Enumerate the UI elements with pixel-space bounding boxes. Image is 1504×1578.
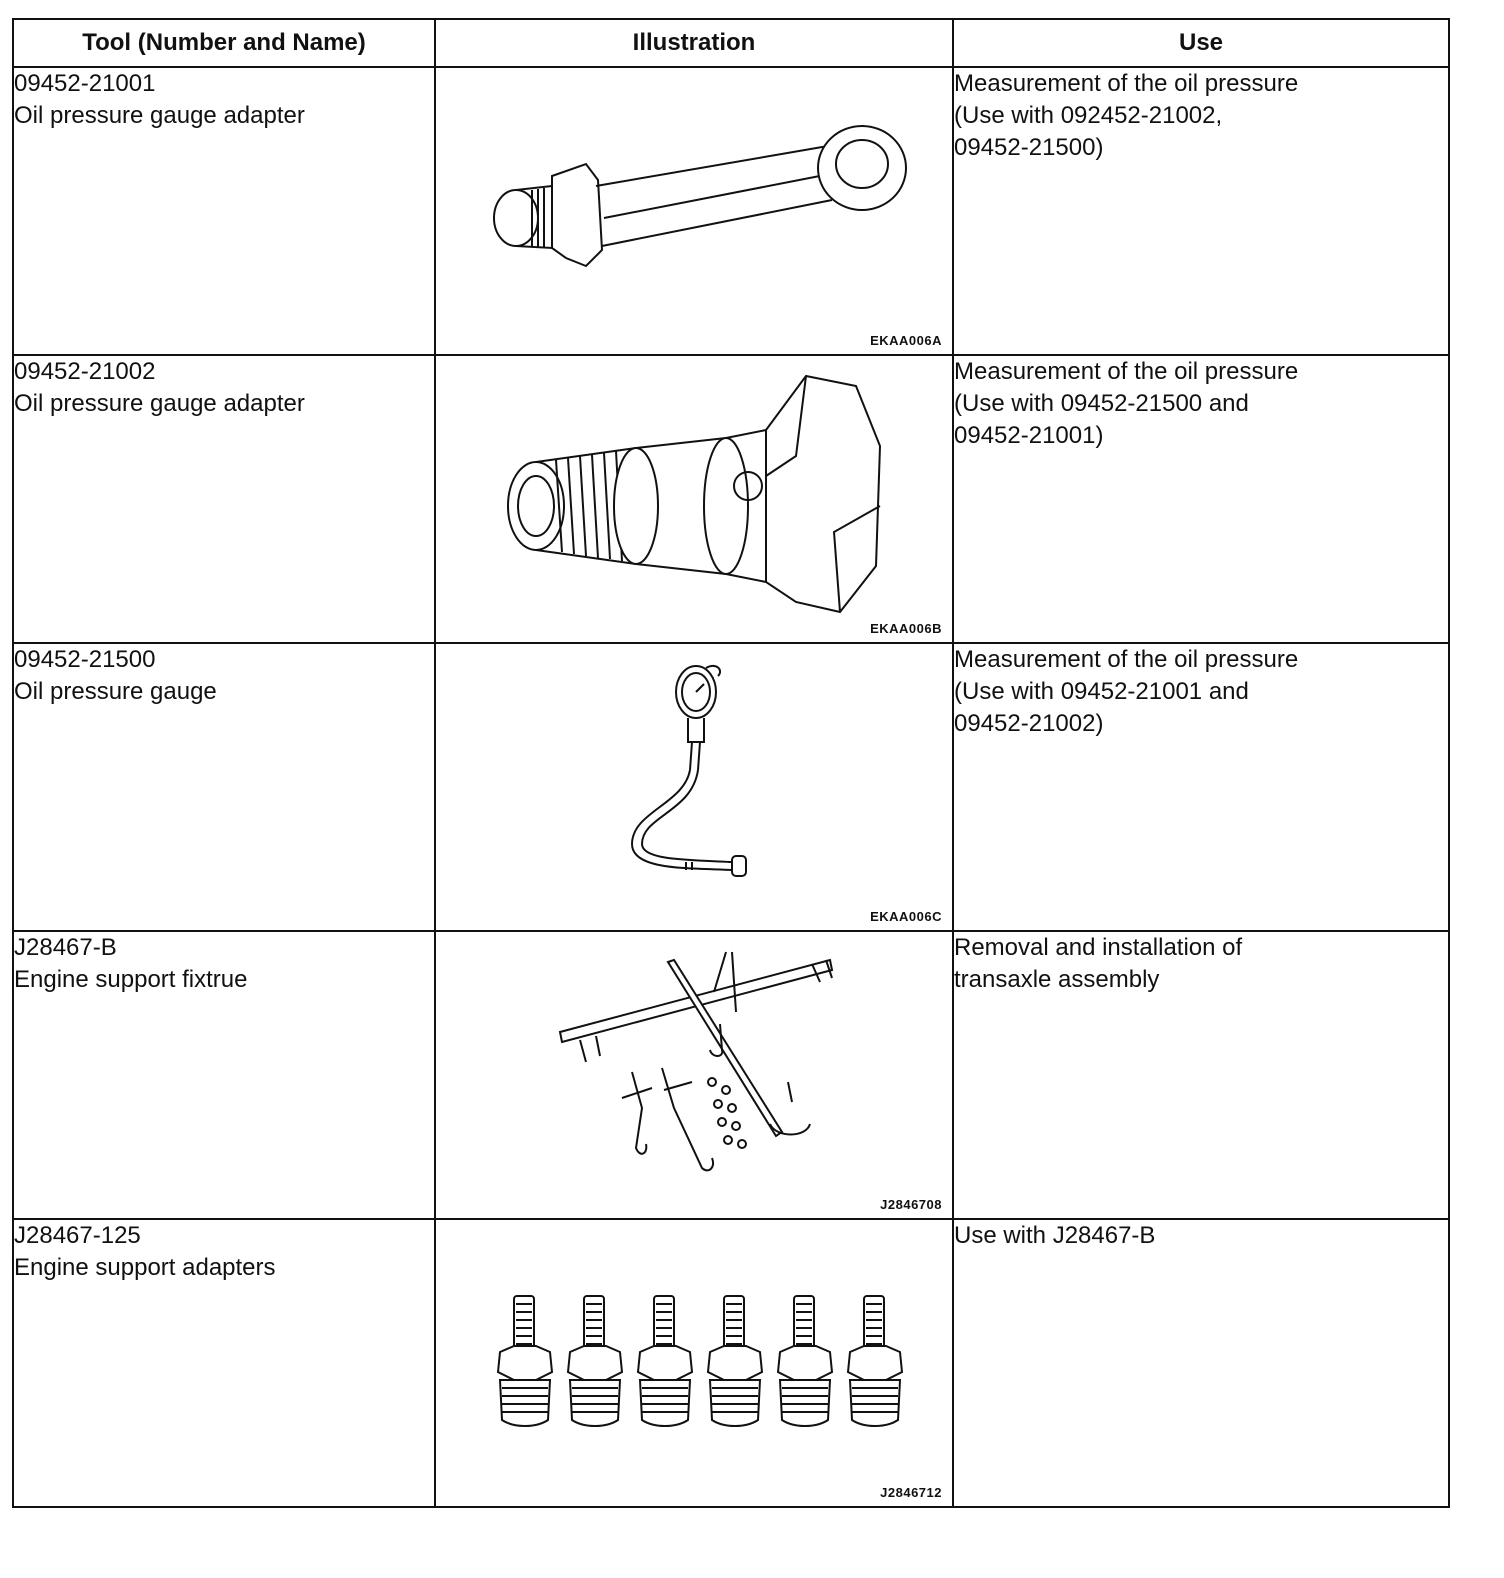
use-line: (Use with 09452-21500 and <box>954 390 1249 417</box>
engine-support-fixture-icon <box>436 932 952 1218</box>
tool-name: Oil pressure gauge <box>14 678 217 705</box>
banjo-bolt-adapter-icon <box>436 68 952 354</box>
use-line: transaxle assembly <box>954 966 1160 993</box>
tool-cell <box>13 67 435 355</box>
tool-cell <box>13 355 435 643</box>
support-adapters-icon <box>436 1220 952 1506</box>
table-row <box>13 355 1449 643</box>
use-line: Removal and installation of <box>954 934 1243 961</box>
illustration-cell <box>435 355 953 643</box>
tool-number: 09452-21001 <box>14 70 156 97</box>
illustration-code: EKAA006B <box>870 621 942 636</box>
illustration-code: EKAA006C <box>870 909 942 924</box>
use-cell <box>953 931 1449 1219</box>
use-cell <box>953 67 1449 355</box>
tool-name: Oil pressure gauge adapter <box>14 390 305 417</box>
table-row <box>13 643 1449 931</box>
use-line: Measurement of the oil pressure <box>954 646 1299 673</box>
use-line: 09452-21500) <box>954 134 1104 161</box>
use-line: (Use with 09452-21001 and <box>954 678 1249 705</box>
illustration-code: EKAA006A <box>870 333 942 348</box>
illustration-cell <box>435 643 953 931</box>
use-line: Use with J28467-B <box>954 1222 1156 1249</box>
use-line: 09452-21001) <box>954 422 1104 449</box>
tool-cell <box>13 931 435 1219</box>
illustration-cell <box>435 1219 953 1507</box>
tool-number: J28467-125 <box>14 1222 141 1249</box>
header-row <box>13 19 1449 67</box>
header-tool: Tool (Number and Name) <box>13 19 435 67</box>
use-line: (Use with 092452-21002, <box>954 102 1223 129</box>
tool-name: Engine support adapters <box>14 1254 276 1281</box>
header-illustration: Illustration <box>435 19 953 67</box>
tool-number: 09452-21002 <box>14 358 156 385</box>
use-cell <box>953 355 1449 643</box>
use-line: Measurement of the oil pressure <box>954 358 1299 385</box>
use-cell <box>953 1219 1449 1507</box>
tool-name: Oil pressure gauge adapter <box>14 102 305 129</box>
table-row <box>13 931 1449 1219</box>
table-row <box>13 1219 1449 1507</box>
header-use: Use <box>953 19 1449 67</box>
illustration-cell <box>435 931 953 1219</box>
pressure-gauge-icon <box>436 644 952 930</box>
tool-cell <box>13 643 435 931</box>
tool-name: Engine support fixtrue <box>14 966 248 993</box>
special-tools-table <box>12 18 1450 1508</box>
threaded-adapter-icon <box>436 356 952 642</box>
illustration-code: J2846708 <box>880 1197 942 1212</box>
tool-number: J28467-B <box>14 934 117 961</box>
use-line: 09452-21002) <box>954 710 1104 737</box>
illustration-cell <box>435 67 953 355</box>
use-cell <box>953 643 1449 931</box>
tool-cell <box>13 1219 435 1507</box>
table-row <box>13 67 1449 355</box>
illustration-code: J2846712 <box>880 1485 942 1500</box>
use-line: Measurement of the oil pressure <box>954 70 1299 97</box>
tool-number: 09452-21500 <box>14 646 156 673</box>
